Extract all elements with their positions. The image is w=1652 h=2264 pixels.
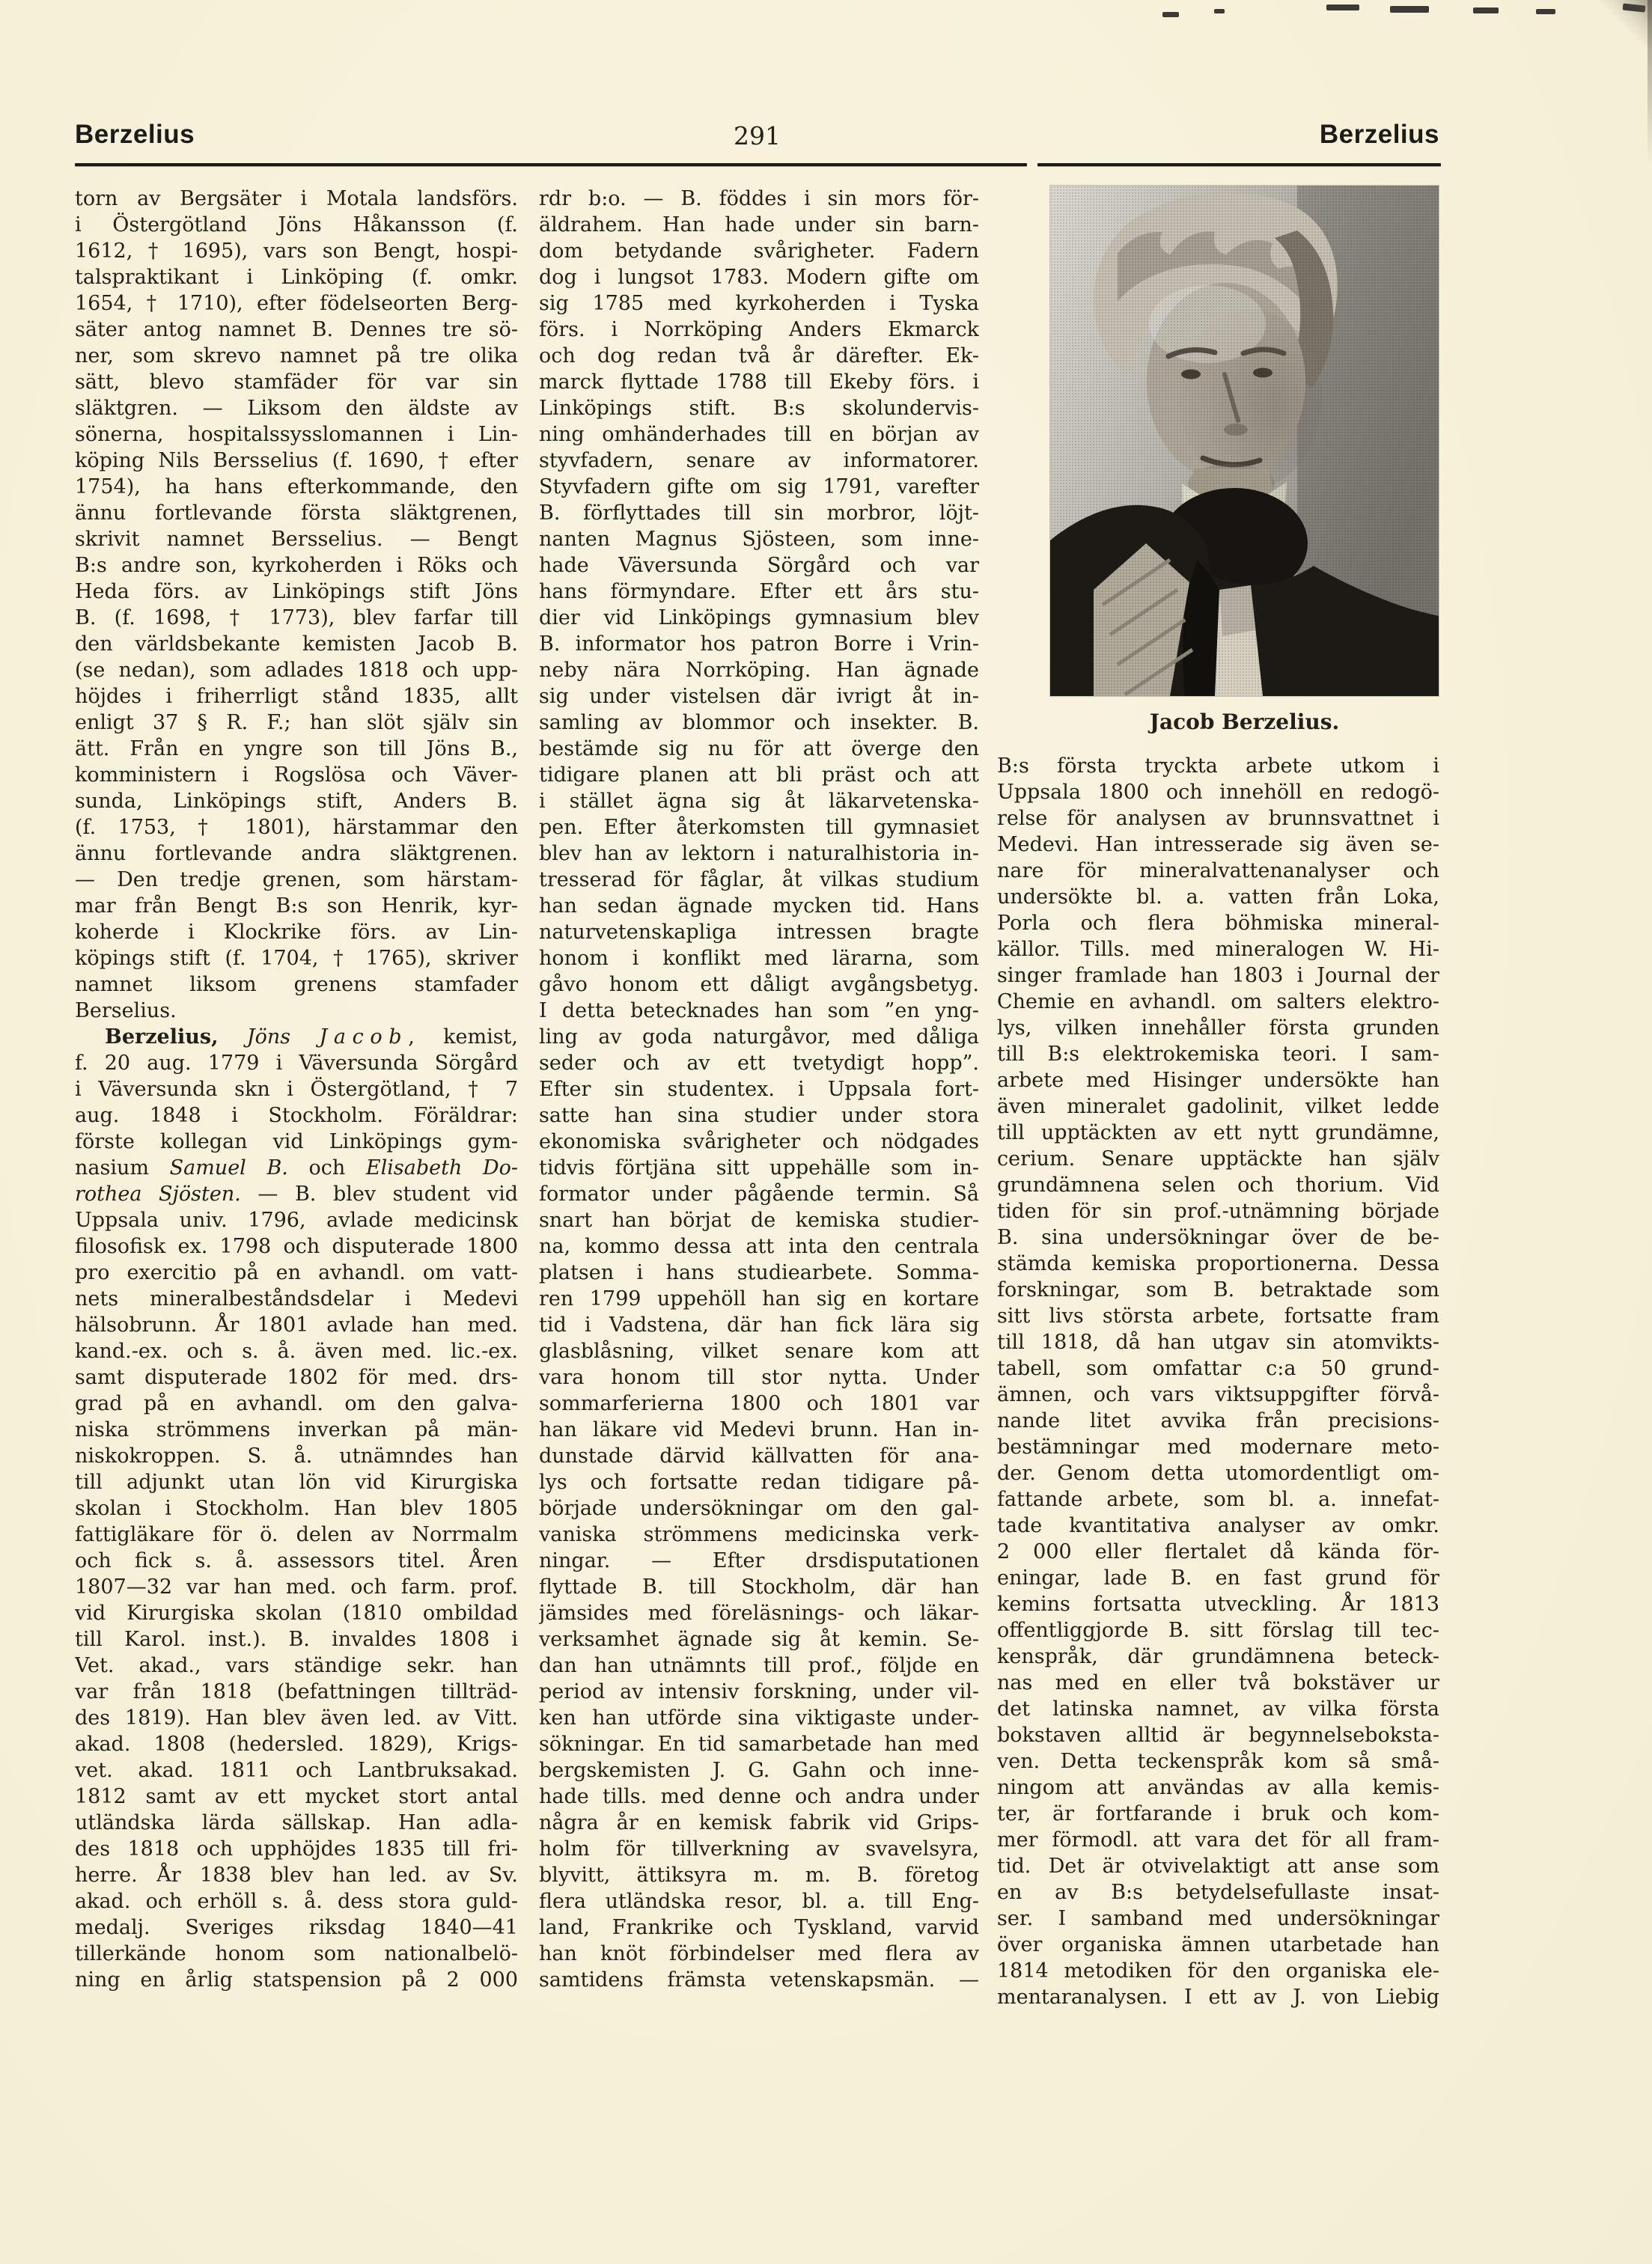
text-line: tade kvantitativa analyser av omkr. <box>997 1514 1439 1537</box>
text-line: B. förflyttades till sin morbror, löjt- <box>539 501 979 525</box>
text-line: offentliggjorde B. sitt förslag till tec- <box>997 1619 1439 1642</box>
text-line: Uppsala 1800 och innehöll en redogö- <box>997 781 1439 804</box>
text-line: cerium. Senare upptäckte han själv <box>997 1147 1439 1171</box>
text-line: 1812 samt av ett mycket stort antal <box>75 1785 518 1808</box>
text-line: ren 1799 uppehöll han sig en kortare <box>539 1287 979 1311</box>
text-line: 1814 metodiken för den organiska ele- <box>997 1959 1439 1983</box>
text-line: tid. Det är otvivelaktigt att anse som <box>997 1855 1439 1878</box>
text-line: i Väversunda skn i Östergötland, † 7 <box>75 1078 518 1101</box>
text-line: ätt. Från en yngre son till Jöns B., <box>75 737 518 760</box>
text-line: äldrahem. Han hade under sin barn- <box>539 213 979 237</box>
text-line: förste kollegan vid Linköpings gym- <box>75 1130 518 1153</box>
text-line: jämsides med föreläsnings- och läkar- <box>539 1602 979 1625</box>
text-line: 1654, † 1710), efter födelseorten Berg- <box>75 292 518 315</box>
text-line: f. 20 aug. 1779 i Väversunda Sörgård <box>75 1052 518 1075</box>
text-line: ken han utförde sina viktigaste under- <box>539 1706 979 1730</box>
text-line: samt disputerade 1802 för med. drs- <box>75 1366 518 1389</box>
text-line <box>75 1024 518 1050</box>
text-line: var från 1818 (befattningen tillträd- <box>75 1680 518 1703</box>
text-line: en av B:s betydelsefullaste insat- <box>997 1881 1439 1904</box>
text-line: i Östergötland Jöns Håkansson (f. <box>75 213 518 237</box>
text-line: samling av blommor och insekter. B. <box>539 711 979 734</box>
text-line: tidvis förtjäna sitt uppehälle som in- <box>539 1156 979 1180</box>
text-line: grad på en avhandl. om den galva- <box>75 1392 518 1415</box>
text-line <box>75 1155 518 1181</box>
text-line: sätt, blevo stamfäder för var sin <box>75 370 518 394</box>
text-line: tresserad för fåglar, åt vilkas studium <box>539 868 979 891</box>
text-line: medalj. Sveriges riksdag 1840—41 <box>75 1916 518 1939</box>
text-line: grundämnena selen och thorium. Vid <box>997 1174 1439 1197</box>
text-line: pen. Efter återkomsten till gymnasiet <box>539 816 979 839</box>
text-line: till Karol. inst.). B. invaldes 1808 i <box>75 1628 518 1651</box>
text-line: höjdes i friherrligt stånd 1835, allt <box>75 685 518 708</box>
text-line: verksamhet ägnade sig åt kemin. Se- <box>539 1628 979 1651</box>
text-line: han läkare vid Medevi brunn. Han in- <box>539 1418 979 1441</box>
text-line: nets mineralbeståndsdelar i Medevi <box>75 1287 518 1311</box>
text-line: sönerna, hospitalssysslomannen i Lin- <box>75 423 518 446</box>
text-line: till 1818, då han utgav sin atomvikts- <box>997 1331 1439 1354</box>
text-line: hade tills. med denne och andra under <box>539 1785 979 1808</box>
text-line: några år en kemisk fabrik vid Grips- <box>539 1811 979 1834</box>
text-line: samtidens främsta vetenskapsmän. — <box>539 1968 979 1992</box>
text-line: B:s första tryckta arbete utkom i <box>997 754 1439 778</box>
text-line: sökningar. En tid samarbetade han med <box>539 1733 979 1756</box>
text-line: hade Väversunda Sörgård och var <box>539 554 979 577</box>
text-line: enligt 37 § R. F.; han slöt själv sin <box>75 711 518 734</box>
text-run: rothea Sjösten. <box>75 1183 241 1206</box>
text-line: började undersökningar om den gal- <box>539 1497 979 1520</box>
text-line: säter antog namnet B. Dennes tre sö- <box>75 318 518 341</box>
text-line: nande litet avvika från precisions- <box>997 1409 1439 1432</box>
text-line: dan han utnämnts till prof., följde en <box>539 1654 979 1677</box>
text-line: vet. akad. 1811 och Lantbruksakad. <box>75 1759 518 1782</box>
text-line: och fick s. å. assessors titel. Åren <box>75 1549 518 1572</box>
text-line: rdr b:o. — B. föddes i sin mors för- <box>539 187 979 210</box>
text-run: Elisabeth Do- <box>365 1156 518 1180</box>
text-line: vara honom till stor nytta. Under <box>539 1366 979 1389</box>
text-line: 2 000 eller flertalet då kända för- <box>997 1540 1439 1563</box>
text-line: lys och fortsatte redan tidigare på- <box>539 1471 979 1494</box>
text-line: 1807—32 var han med. och farm. prof. <box>75 1575 518 1599</box>
eye-right <box>1253 368 1272 378</box>
text-run: Berzelius, <box>105 1025 219 1049</box>
text-line: stämda kemiska proportionerna. Dessa <box>997 1252 1439 1275</box>
text-line: aug. 1848 i Stockholm. Föräldrar: <box>75 1104 518 1127</box>
scan-mark <box>1473 7 1499 13</box>
text-line: utländska lärda sällskap. Han adla- <box>75 1811 518 1834</box>
scan-mark <box>1536 9 1555 14</box>
column-2 <box>539 186 979 1993</box>
text-line: sunda, Linköpings stift, Anders B. <box>75 790 518 813</box>
text-line: nas med en eller två bokstäver ur <box>997 1671 1439 1694</box>
text-line: i stället ägna sig åt läkarvetenska- <box>539 790 979 813</box>
text-line: ningar. — Efter drsdisputationen <box>539 1549 979 1572</box>
text-line: relse för analysen av brunnsvattnet i <box>997 807 1439 830</box>
text-line: köpings stift (f. 1704, † 1765), skriver <box>75 947 518 970</box>
text-line: förs. i Norrköping Anders Ekmarck <box>539 318 979 341</box>
text-line: bokstaven alltid är begynnelseboksta- <box>997 1724 1439 1747</box>
berzelius-portrait-photo <box>1050 186 1439 696</box>
text-line: flera utländska resor, bl. a. till Eng- <box>539 1890 979 1913</box>
text-line: Uppsala univ. 1796, avlade medicinsk <box>75 1209 518 1232</box>
portrait-illustration <box>1050 186 1439 696</box>
text-line: Porla och flera böhmiska mineral- <box>997 912 1439 935</box>
text-line: B. informator hos patron Borre i Vrin- <box>539 632 979 656</box>
text-line: satte han sina studier under stora <box>539 1104 979 1127</box>
text-line: till B:s elektrokemiska teori. I sam- <box>997 1043 1439 1066</box>
text-line: han knöt förbindelser med flera av <box>539 1942 979 1965</box>
text-line: koherde i Klockrike förs. av Lin- <box>75 921 518 944</box>
text-line: källor. Tills. med mineralogen W. Hi- <box>997 938 1439 961</box>
text-line: ven. Detta teckenspråk kom så små- <box>997 1750 1439 1773</box>
text-line: des 1818 och upphöjdes 1835 till fri- <box>75 1837 518 1861</box>
text-line: platsen i hans studiearbete. Somma- <box>539 1261 979 1284</box>
text-run: — B. blev student vid <box>240 1183 518 1206</box>
text-line: släktgren. — Liksom den äldste av <box>75 397 518 420</box>
text-line: ningom att användas av alla kemis- <box>997 1776 1439 1799</box>
text-line: ning omhänderhades till en början av <box>539 423 979 446</box>
text-line: akad. och erhöll s. å. dess stora guld- <box>75 1890 518 1913</box>
header-rule-right <box>1037 163 1441 166</box>
text-line: tiden för sin prof.-utnämning började <box>997 1200 1439 1223</box>
column-1 <box>75 186 518 1993</box>
page-number: 291 <box>734 121 781 150</box>
text-line: mar från Bengt B:s son Henrik, kyr- <box>75 894 518 918</box>
text-line: hälsobrunn. År 1801 avlade han med. <box>75 1313 518 1337</box>
text-line: kenspråk, där grundämnena beteck- <box>997 1645 1439 1668</box>
text-line: vaniska strömmens medicinska verk- <box>539 1523 979 1546</box>
text-line: dier vid Linköpings gymnasium blev <box>539 606 979 629</box>
text-line: kemins fortsatta utveckling. År 1813 <box>997 1593 1439 1616</box>
text-line: B. sina undersökningar över de be- <box>997 1226 1439 1249</box>
text-line: marck flyttade 1788 till Ekeby förs. i <box>539 370 979 394</box>
text-line: niskokroppen. S. å. utnämndes han <box>75 1444 518 1468</box>
text-line: singer framlade han 1803 i Journal der <box>997 964 1439 987</box>
scan-mark <box>1162 12 1179 17</box>
text-line: namnet liksom grenens stamfader <box>75 973 518 996</box>
text-line: gåvo honom ett dåligt avgångsbetyg. <box>539 973 979 996</box>
text-line: na, kommo dessa att inta den centrala <box>539 1235 979 1258</box>
scan-mark <box>1326 4 1359 10</box>
text-line: torn av Bergsäter i Motala landsförs. <box>75 187 518 210</box>
text-line: eningar, lade B. en fast grund för <box>997 1566 1439 1590</box>
text-run: Samuel B. <box>169 1156 288 1180</box>
text-line: mer förmodl. att vara det för all fram- <box>997 1828 1439 1852</box>
text-line: fattigläkare för ö. delen av Norrmalm <box>75 1523 518 1546</box>
text-line: bergskemisten J. G. Gahn och inne- <box>539 1759 979 1782</box>
photo-caption: Jacob Berzelius. <box>1149 710 1340 734</box>
text-line: blev han av lektorn i naturalhistoria in- <box>539 842 979 865</box>
text-line: Efter sin studentex. i Uppsala fort- <box>539 1078 979 1101</box>
text-line: Chemie en avhandl. om salters elektro- <box>997 990 1439 1013</box>
text-line: ännu fortlevande första släktgrenen, <box>75 501 518 525</box>
text-line: flyttade B. till Stockholm, där han <box>539 1575 979 1599</box>
text-line: talspraktikant i Linköping (f. omkr. <box>75 266 518 289</box>
text-line: neby nära Norrköping. Han ägnade <box>539 659 979 682</box>
text-line: Vet. akad., vars ständige sekr. han <box>75 1654 518 1677</box>
page-edge-shadow <box>1648 0 1652 165</box>
text-line: akad. 1808 (hedersled. 1829), Krigs- <box>75 1733 518 1756</box>
text-line: Linköpings stift. B:s skolundervis- <box>539 397 979 420</box>
text-line: undersökte bl. a. vatten från Loka, <box>997 885 1439 909</box>
scan-mark <box>1390 6 1429 13</box>
text-line: blyvitt, ättiksyra m. m. B. företog <box>539 1864 979 1887</box>
text-line: forskningar, som B. betraktade som <box>997 1278 1439 1302</box>
eye-left <box>1181 370 1201 379</box>
page-corner-shadow <box>1600 0 1652 48</box>
text-line: tid i Vadstena, där han fick lära sig <box>539 1313 979 1337</box>
text-line: — Den tredje grenen, som härstam- <box>75 868 518 891</box>
text-line: kand.-ex. och s. å. även med. lic.-ex. <box>75 1340 518 1363</box>
text-line: vid Kirurgiska skolan (1810 ombildad <box>75 1602 518 1625</box>
text-line: naturvetenskapliga intressen bragte <box>539 921 979 944</box>
text-line: lys, vilken innehåller första grunden <box>997 1016 1439 1040</box>
text-line: arbete med Hisinger undersökte han <box>997 1069 1439 1092</box>
text-line: även mineralet gadolinit, vilket ledde <box>997 1095 1439 1118</box>
shirt-shadow <box>1219 585 1255 636</box>
text-line: ännu fortlevande andra släktgrenen. <box>75 842 518 865</box>
text-line: period av intensiv forskning, under vil- <box>539 1680 979 1703</box>
text-line: mentaranalysen. I ett av J. von Liebig <box>997 1986 1439 2009</box>
text-line <box>75 1181 518 1207</box>
text-line: land, Frankrike och Tyskland, varvid <box>539 1916 979 1939</box>
text-line: pro exercitio på en avhandl. om vatt- <box>75 1261 518 1284</box>
text-line: 1612, † 1695), vars son Bengt, hospi- <box>75 239 518 263</box>
text-line: nare för mineralvattenanalyser och <box>997 859 1439 882</box>
text-line: sig under vistelsen där ivrigt åt in- <box>539 685 979 708</box>
text-line: komministern i Rogslösa och Väver- <box>75 763 518 787</box>
text-run <box>218 1025 246 1049</box>
text-line: styvfadern, senare av informatorer. <box>539 449 979 472</box>
text-line: skrivit namnet Bersselius. — Bengt <box>75 528 518 551</box>
text-line: Heda förs. av Linköpings stift Jöns <box>75 580 518 603</box>
text-line: skolan i Stockholm. Han blev 1805 <box>75 1497 518 1520</box>
text-line: glasblåsning, vilket senare kom att <box>539 1340 979 1363</box>
column-3 <box>997 753 1439 2010</box>
text-line: till upptäckten av ett nytt grundämne, <box>997 1121 1439 1144</box>
text-line: (f. 1753, † 1801), härstammar den <box>75 816 518 839</box>
running-head-right: Berzelius <box>1319 120 1439 149</box>
text-run: Jöns <box>246 1025 320 1049</box>
text-line: köping Nils Bersselius (f. 1690, † efter <box>75 449 518 472</box>
text-line: herre. År 1838 blev han led. av Sv. <box>75 1864 518 1887</box>
text-run: nasium <box>75 1156 170 1180</box>
text-line: filosofisk ex. 1798 och disputerade 1800 <box>75 1235 518 1258</box>
text-line: B. (f. 1698, † 1773), blev farfar till <box>75 606 518 629</box>
text-line: bestämningar med modernare meto- <box>997 1435 1439 1459</box>
text-line: B:s andre son, kyrkoherden i Röks och <box>75 554 518 577</box>
text-line: honom i konflikt med lärarna, som <box>539 947 979 970</box>
text-line: tabell, som omfattar c:a 50 grund- <box>997 1357 1439 1380</box>
nose-shadow <box>1224 424 1248 436</box>
header-rule-left <box>75 163 1027 166</box>
text-line: holm för tillverkning av svavelsyra, <box>539 1837 979 1861</box>
text-line: över organiska ämnen utarbetade han <box>997 1933 1439 1956</box>
text-line: ner, som skrevo namnet på tre olika <box>75 344 518 367</box>
text-line: ter, är fortfarande i bruk och kom- <box>997 1802 1439 1825</box>
text-line: des 1819). Han blev även led. av Vitt. <box>75 1706 518 1730</box>
text-line: (se nedan), som adlades 1818 och upp- <box>75 659 518 682</box>
text-line: tidigare planen att bli präst och att <box>539 763 979 787</box>
text-line: sommarferierna 1800 och 1801 var <box>539 1392 979 1415</box>
text-line: seder och av ett tvetydigt hopp”. <box>539 1052 979 1075</box>
text-line: sig 1785 med kyrkoherden i Tyska <box>539 292 979 315</box>
text-line: ling av goda naturgåvor, med dåliga <box>539 1025 979 1049</box>
text-line: tillerkände honom som nationalbelö- <box>75 1942 518 1965</box>
text-line: der. Genom detta utomordentligt om- <box>997 1462 1439 1485</box>
text-line: dunstade därvid källvatten för ana- <box>539 1444 979 1468</box>
text-line: Styvfadern gifte om sig 1791, varefter <box>539 475 979 498</box>
text-line: till adjunkt utan lön vid Kirurgiska <box>75 1471 518 1494</box>
text-line: sitt livs största arbete, fortsatte fram <box>997 1305 1439 1328</box>
text-line: hans förmyndare. Efter ett års stu- <box>539 580 979 603</box>
text-run: Jacob <box>319 1025 409 1049</box>
text-line: dog i lungsot 1783. Modern gifte om <box>539 266 979 289</box>
text-line: och dog redan två år därefter. Ek- <box>539 344 979 367</box>
text-run: och <box>287 1156 366 1180</box>
text-line: ser. I samband med undersökningar <box>997 1907 1439 1930</box>
text-line: ämnen, och vars viktsuppgifter förvå- <box>997 1383 1439 1406</box>
text-line: han sedan ägnade mycken tid. Hans <box>539 894 979 918</box>
text-run: , kemist, <box>408 1025 518 1049</box>
text-line: snart han börjat de kemiska studier- <box>539 1209 979 1232</box>
text-line: Berselius. <box>75 999 177 1022</box>
text-line: dom betydande svårigheter. Fadern <box>539 239 979 263</box>
text-line: det latinska namnet, av vilka första <box>997 1697 1439 1721</box>
text-line: formator under pågående termin. Så <box>539 1183 979 1206</box>
text-line: nanten Magnus Sjösteen, som inne- <box>539 528 979 551</box>
text-line: 1754), ha hans efterkommande, den <box>75 475 518 498</box>
text-line: ekonomiska svårigheter och nödgades <box>539 1130 979 1153</box>
text-line: fattande arbete, som bl. a. innefat- <box>997 1488 1439 1511</box>
scan-mark <box>1214 9 1225 13</box>
text-line: niska strömmens inverkan på män- <box>75 1418 518 1441</box>
running-head-left: Berzelius <box>75 120 195 149</box>
text-line: I detta betecknades han som ”en yng- <box>539 999 979 1022</box>
text-line: bestämde sig nu för att överge den <box>539 737 979 760</box>
text-line: ning en årlig statspension på 2 000 <box>75 1968 518 1992</box>
text-line: den världsbekante kemisten Jacob B. <box>75 632 518 656</box>
text-line: Medevi. Han intresserade sig även se- <box>997 833 1439 856</box>
